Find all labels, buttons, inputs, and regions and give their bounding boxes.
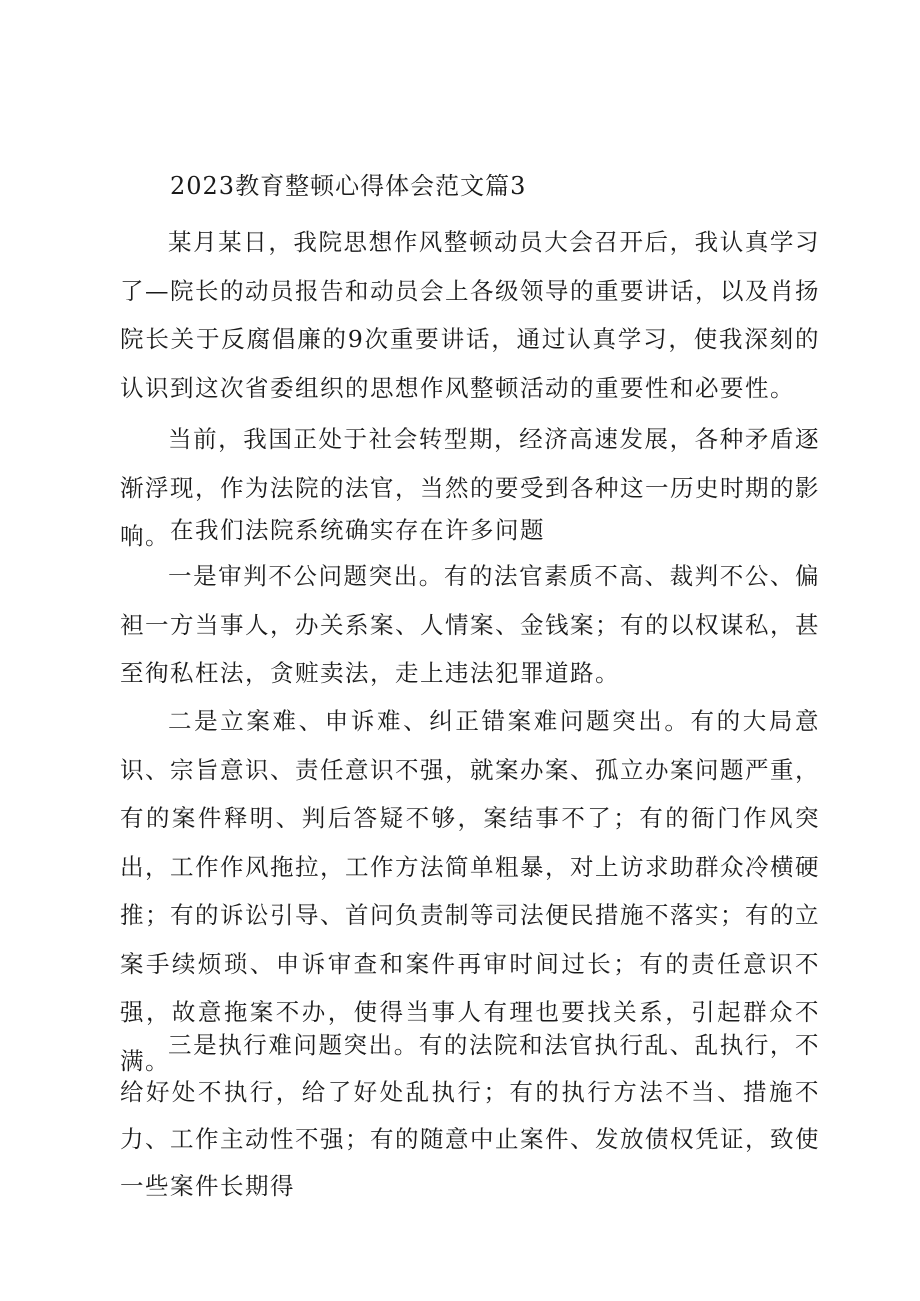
paragraph-problem-three: 三是执行难问题突出。有的法院和法官执行乱、乱执行，不给好处不执行，给了好处乱执行；有的执行方法不当、措施不力、工作主动性不强；有的随意中止案件、发放债权凭证，致使一些案件长期得 <box>120 1031 820 1200</box>
paragraph-problems-intro: 在我们法院系统确实存在许多问题 <box>170 516 545 544</box>
paragraph-study-meeting: 某月某日，我院思想作风整顿动员大会召开后，我认真学习了—院长的动员报告和动员会上各级领导的重要讲话，以及肖扬院长关于反腐倡廉的9次重要讲话，通过认真学习，使我深刻的认识到这次省委组织的思想作风整顿活动的重要性和必要性。 <box>120 228 820 402</box>
paragraph-problem-two: 二是立案难、申诉难、纠正错案难问题突出。有的大局意识、宗旨意识、责任意识不强，就案办案、孤立办案问题严重，有的案件释明、判后答疑不够，案结事不了；有的衙门作风突出，工作作风拖拉，工作方法简单粗暴，对上访求助群众冷横硬推；有的诉讼引导、首问负责制等司法便民措施不落实；有的立案手续烦琐、申诉审查和案件再审时间过长；有的责任意识不强，故意拖案不办，使得当事人有理也要找关系，引起群众不满。 <box>120 707 820 1075</box>
document-title: 2023教育整顿心得体会范文篇3 <box>170 172 527 200</box>
paragraph-problem-one: 一是审判不公问题突出。有的法官素质不高、裁判不公、偏袒一方当事人，办关系案、人情案、金钱案；有的以权谋私，甚至徇私枉法，贪赃卖法，走上违法犯罪道路。 <box>120 562 820 687</box>
paragraph-social-transition: 当前，我国正处于社会转型期，经济高速发展，各种矛盾逐渐浮现，作为法院的法官，当然的要受到各种这一历史时期的影响。 <box>120 425 820 550</box>
